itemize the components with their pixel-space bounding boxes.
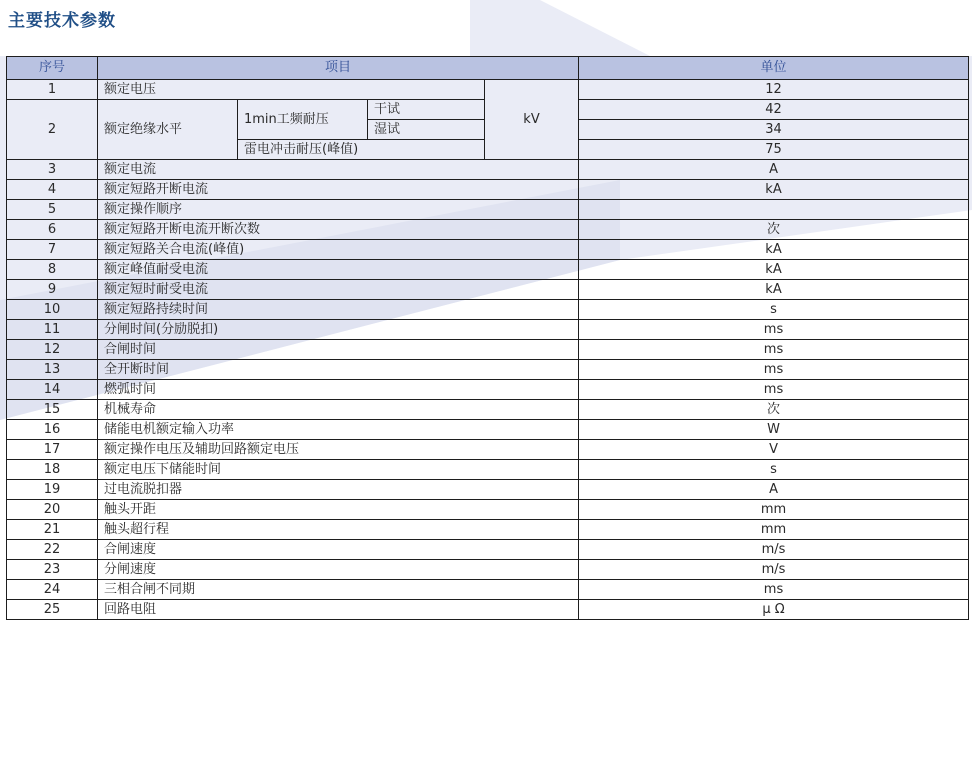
cell-no: 24 bbox=[7, 580, 98, 600]
cell-item: 触头超行程 bbox=[98, 520, 579, 540]
cell-no: 19 bbox=[7, 480, 98, 500]
table-row bbox=[7, 560, 969, 580]
cell-value: 34 bbox=[579, 120, 969, 140]
table-row bbox=[7, 340, 969, 360]
cell-item: 额定短路关合电流(峰值) bbox=[98, 240, 579, 260]
table-row bbox=[7, 400, 969, 420]
header-item: 项目 bbox=[98, 57, 579, 80]
cell-item: 合闸速度 bbox=[98, 540, 579, 560]
table-header-row bbox=[7, 57, 969, 80]
cell-power-freq: 1min工频耐压 bbox=[238, 100, 368, 140]
cell-no: 18 bbox=[7, 460, 98, 480]
page-title: 主要技术参数 bbox=[8, 11, 116, 31]
cell-no: 15 bbox=[7, 400, 98, 420]
cell-impulse: 雷电冲击耐压(峰值) bbox=[238, 140, 485, 160]
cell-item: 燃弧时间 bbox=[98, 380, 579, 400]
cell-item: 合闸时间 bbox=[98, 340, 579, 360]
cell-item: 全开断时间 bbox=[98, 360, 579, 380]
cell-item: 额定操作顺序 bbox=[98, 200, 579, 220]
cell-item: 额定短时耐受电流 bbox=[98, 280, 579, 300]
cell-item: 分闸速度 bbox=[98, 560, 579, 580]
table-row bbox=[7, 220, 969, 240]
cell-unit: mm bbox=[579, 520, 969, 540]
cell-unit: s bbox=[579, 460, 969, 480]
cell-no: 5 bbox=[7, 200, 98, 220]
table-row bbox=[7, 180, 969, 200]
header-unit: 单位 bbox=[579, 57, 969, 80]
cell-item: 储能电机额定输入功率 bbox=[98, 420, 579, 440]
table-row bbox=[7, 520, 969, 540]
table-row bbox=[7, 380, 969, 400]
cell-no: 21 bbox=[7, 520, 98, 540]
header-no: 序号 bbox=[7, 57, 98, 80]
table-row bbox=[7, 80, 969, 100]
cell-unit: s bbox=[579, 300, 969, 320]
table-row bbox=[7, 440, 969, 460]
cell-unit: m/s bbox=[579, 560, 969, 580]
cell-no: 6 bbox=[7, 220, 98, 240]
cell-unit: A bbox=[579, 160, 969, 180]
cell-item: 额定短路开断电流开断次数 bbox=[98, 220, 579, 240]
cell-item: 额定短路开断电流 bbox=[98, 180, 579, 200]
cell-wet: 湿试 bbox=[368, 120, 485, 140]
cell-item: 额定操作电压及辅助回路额定电压 bbox=[98, 440, 579, 460]
cell-value: 12 bbox=[579, 80, 969, 100]
table-row bbox=[7, 540, 969, 560]
cell-no: 12 bbox=[7, 340, 98, 360]
cell-unit: ms bbox=[579, 320, 969, 340]
table-row bbox=[7, 160, 969, 180]
cell-item: 额定电流 bbox=[98, 160, 579, 180]
cell-no: 9 bbox=[7, 280, 98, 300]
cell-item: 过电流脱扣器 bbox=[98, 480, 579, 500]
cell-unit: A bbox=[579, 480, 969, 500]
table-row bbox=[7, 240, 969, 260]
spec-table bbox=[6, 56, 969, 620]
cell-unit: kA bbox=[579, 180, 969, 200]
cell-unit: mm bbox=[579, 500, 969, 520]
cell-value: 75 bbox=[579, 140, 969, 160]
cell-no: 13 bbox=[7, 360, 98, 380]
cell-unit: ms bbox=[579, 580, 969, 600]
cell-value: 42 bbox=[579, 100, 969, 120]
cell-no: 16 bbox=[7, 420, 98, 440]
table-row bbox=[7, 600, 969, 620]
cell-item: 额定绝缘水平 bbox=[98, 100, 238, 160]
table-row bbox=[7, 200, 969, 220]
cell-no: 7 bbox=[7, 240, 98, 260]
cell-no: 14 bbox=[7, 380, 98, 400]
cell-unit: V bbox=[579, 440, 969, 460]
cell-dry: 干试 bbox=[368, 100, 485, 120]
cell-unit: m/s bbox=[579, 540, 969, 560]
cell-no: 10 bbox=[7, 300, 98, 320]
cell-no: 1 bbox=[7, 80, 98, 100]
cell-unit: ms bbox=[579, 340, 969, 360]
table-row bbox=[7, 480, 969, 500]
cell-item: 额定短路持续时间 bbox=[98, 300, 579, 320]
cell-item: 额定电压 bbox=[98, 80, 485, 100]
cell-unit: kA bbox=[579, 280, 969, 300]
table-row bbox=[7, 260, 969, 280]
table-row bbox=[7, 320, 969, 340]
cell-no: 4 bbox=[7, 180, 98, 200]
table-row bbox=[7, 460, 969, 480]
cell-unit: kA bbox=[579, 240, 969, 260]
cell-unit: ms bbox=[579, 360, 969, 380]
cell-unit-kv: kV bbox=[485, 80, 579, 160]
cell-no: 11 bbox=[7, 320, 98, 340]
table-row bbox=[7, 420, 969, 440]
cell-no: 17 bbox=[7, 440, 98, 460]
table-row bbox=[7, 580, 969, 600]
cell-unit: kA bbox=[579, 260, 969, 280]
table-row bbox=[7, 360, 969, 380]
table-body bbox=[7, 160, 969, 620]
cell-no: 2 bbox=[7, 100, 98, 160]
cell-item: 触头开距 bbox=[98, 500, 579, 520]
cell-unit: 次 bbox=[579, 400, 969, 420]
cell-item: 机械寿命 bbox=[98, 400, 579, 420]
table-row bbox=[7, 300, 969, 320]
cell-item: 三相合闸不同期 bbox=[98, 580, 579, 600]
cell-unit: μ Ω bbox=[579, 600, 969, 620]
table-row bbox=[7, 280, 969, 300]
cell-unit bbox=[579, 200, 969, 220]
cell-item: 回路电阻 bbox=[98, 600, 579, 620]
table-row bbox=[7, 500, 969, 520]
cell-unit: ms bbox=[579, 380, 969, 400]
cell-no: 25 bbox=[7, 600, 98, 620]
cell-no: 20 bbox=[7, 500, 98, 520]
cell-no: 22 bbox=[7, 540, 98, 560]
cell-unit: W bbox=[579, 420, 969, 440]
cell-item: 分闸时间(分励脱扣) bbox=[98, 320, 579, 340]
cell-item: 额定电压下储能时间 bbox=[98, 460, 579, 480]
cell-no: 3 bbox=[7, 160, 98, 180]
cell-no: 8 bbox=[7, 260, 98, 280]
cell-item: 额定峰值耐受电流 bbox=[98, 260, 579, 280]
cell-no: 23 bbox=[7, 560, 98, 580]
cell-unit: 次 bbox=[579, 220, 969, 240]
